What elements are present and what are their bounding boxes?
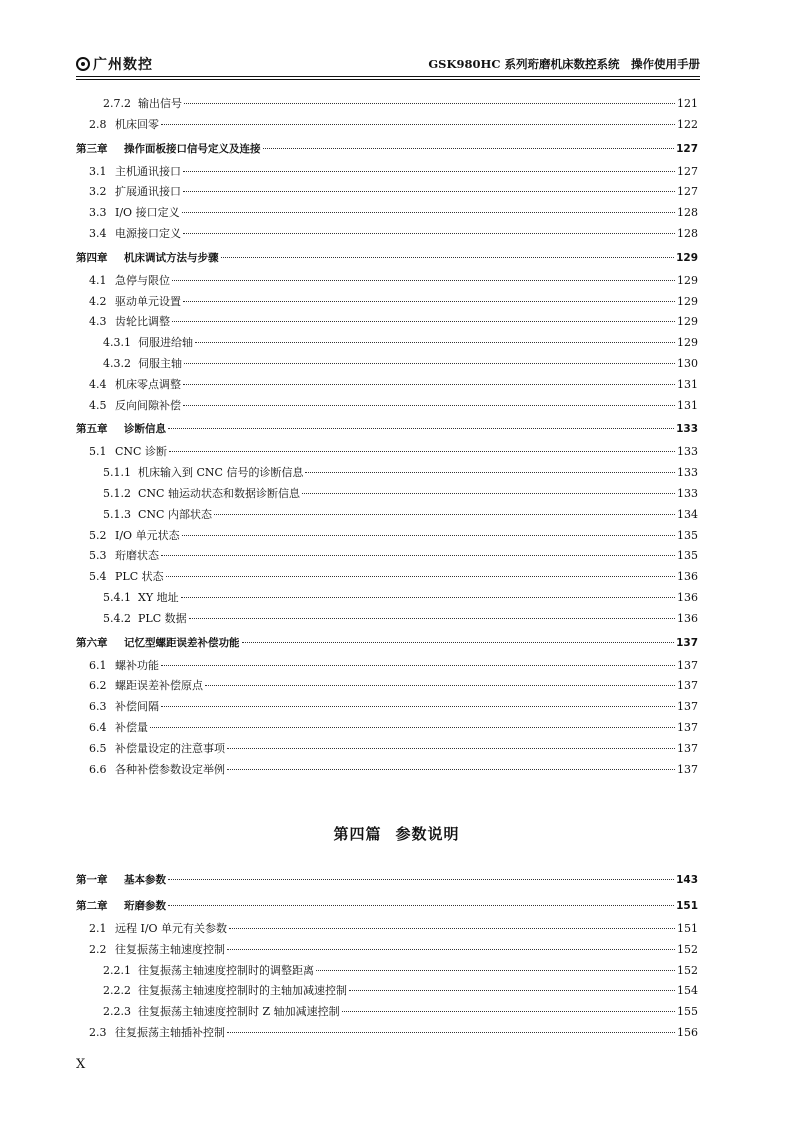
toc-entry-number: 4.1 <box>89 273 107 287</box>
table-of-contents-part4 <box>76 867 698 1044</box>
toc-dot-leader <box>214 514 675 515</box>
toc-entry-label: 反向间隙补偿 <box>115 398 181 412</box>
toc-entry-page: 131 <box>677 398 698 412</box>
toc-entry-label: I/O 单元状态 <box>115 528 180 542</box>
toc-entry-number: 4.4 <box>89 377 107 391</box>
toc-dot-leader <box>342 1011 675 1012</box>
toc-entry-number: 第一章 <box>76 874 108 886</box>
toc-chapter-entry[interactable] <box>76 245 698 271</box>
toc-entry-label: 记忆型螺距误差补偿功能 <box>124 636 240 649</box>
toc-dot-leader <box>183 384 675 385</box>
toc-section-entry[interactable] <box>76 162 698 183</box>
toc-entry-number: 2.2.1 <box>103 963 131 977</box>
toc-dot-leader <box>172 280 675 281</box>
toc-entry-number: 4.3 <box>89 315 107 329</box>
toc-entry-number: 2.2.2 <box>103 984 131 998</box>
toc-chapter-entry[interactable] <box>76 416 698 442</box>
toc-entry-label: 机床回零 <box>115 117 159 131</box>
table-of-contents <box>76 94 698 780</box>
toc-entry-label: 伺服主轴 <box>138 356 182 370</box>
toc-entry-number: 5.1 <box>89 445 107 459</box>
toc-entry-label: 输出信号 <box>138 97 182 110</box>
toc-entry-page: 136 <box>677 570 698 584</box>
header-divider-thin <box>76 79 700 80</box>
toc-entry-page: 154 <box>677 984 698 998</box>
toc-entry-number: 2.7.2 <box>103 97 131 110</box>
part-number: 第四篇 <box>333 825 382 843</box>
toc-dot-leader <box>263 148 675 149</box>
toc-entry-number: 6.5 <box>89 741 107 755</box>
toc-entry-number: 4.2 <box>89 294 107 308</box>
toc-entry-label: 扩展通讯接口 <box>115 185 181 199</box>
toc-entry-page: 137 <box>677 658 698 672</box>
toc-section-entry[interactable] <box>76 526 698 547</box>
toc-entry-number: 5.4.2 <box>103 611 131 625</box>
toc-section-entry[interactable] <box>76 333 698 354</box>
toc-entry-page: 127 <box>677 164 698 178</box>
toc-entry-page: 133 <box>677 445 698 459</box>
toc-entry-number: 6.4 <box>89 720 107 734</box>
toc-entry-page: 131 <box>677 377 698 391</box>
toc-entry-number: 5.2 <box>89 528 107 542</box>
toc-entry-number: 4.3.1 <box>103 336 131 350</box>
toc-section-entry[interactable] <box>76 94 698 115</box>
toc-chapter-entry[interactable] <box>76 136 698 162</box>
toc-dot-leader <box>305 472 675 473</box>
toc-section-entry[interactable] <box>76 271 698 292</box>
toc-entry-page: 152 <box>677 963 698 977</box>
toc-entry-label: 机床零点调整 <box>115 377 181 391</box>
manual-title: GSK980HC 系列珩磨机床数控系统 操作使用手册 <box>428 57 700 71</box>
toc-section-entry[interactable] <box>76 312 698 333</box>
toc-entry-label: 各种补偿参数设定举例 <box>115 762 225 776</box>
toc-section-entry[interactable] <box>76 292 698 313</box>
toc-entry-number: 5.1.3 <box>103 507 131 521</box>
toc-entry-label: XY 地址 <box>138 590 179 604</box>
toc-section-entry[interactable] <box>76 940 698 961</box>
toc-section-entry[interactable] <box>76 1023 698 1044</box>
toc-dot-leader <box>183 191 675 192</box>
gsk-logo-icon <box>76 57 90 71</box>
part-heading <box>0 823 793 844</box>
toc-entry-page: 129 <box>677 273 698 287</box>
toc-entry-label: 补偿间隔 <box>115 700 159 714</box>
toc-entry-label: 珩磨状态 <box>115 549 159 563</box>
toc-dot-leader <box>183 233 675 234</box>
toc-entry-label: 往复振荡主轴速度控制时的主轴加减速控制 <box>138 984 347 998</box>
toc-dot-leader <box>183 405 675 406</box>
toc-entry-number: 2.2.3 <box>103 1005 131 1019</box>
toc-section-entry[interactable] <box>76 505 698 526</box>
toc-entry-label: 往复振荡主轴速度控制时的调整距离 <box>138 963 314 977</box>
toc-entry-page: 137 <box>677 720 698 734</box>
part-title: 参数说明 <box>395 825 460 843</box>
toc-entry-number: 4.3.2 <box>103 356 131 370</box>
toc-entry-page: 137 <box>677 679 698 693</box>
toc-dot-leader <box>227 769 675 770</box>
toc-dot-leader <box>181 597 675 598</box>
toc-entry-number: 第四章 <box>76 251 108 264</box>
toc-dot-leader <box>183 171 675 172</box>
toc-entry-page: 128 <box>677 226 698 240</box>
toc-entry-number: 第五章 <box>76 423 108 436</box>
toc-entry-page: 129 <box>677 315 698 329</box>
toc-entry-number: 6.6 <box>89 762 107 776</box>
toc-entry-page: 137 <box>677 762 698 776</box>
toc-entry-number: 6.1 <box>89 658 107 672</box>
toc-entry-number: 3.1 <box>89 164 107 178</box>
toc-section-entry[interactable] <box>76 981 698 1002</box>
toc-dot-leader <box>316 970 675 971</box>
toc-entry-label: 操作面板接口信号定义及连接 <box>124 142 261 155</box>
toc-entry-page: 155 <box>677 1005 698 1019</box>
toc-section-entry[interactable] <box>76 354 698 375</box>
toc-dot-leader <box>172 321 675 322</box>
toc-entry-label: 往复振荡主轴插补控制 <box>115 1025 225 1039</box>
toc-entry-number: 5.1.2 <box>103 486 131 500</box>
toc-section-entry[interactable] <box>76 919 698 940</box>
toc-entry-label: 基本参数 <box>124 874 166 886</box>
toc-dot-leader <box>161 124 675 125</box>
toc-entry-number: 5.4 <box>89 570 107 584</box>
toc-entry-label: CNC 内部状态 <box>138 507 212 521</box>
logo-text: 广州数控 <box>93 57 153 73</box>
toc-entry-page: 129 <box>676 251 698 264</box>
toc-entry-page: 136 <box>677 590 698 604</box>
toc-dot-leader <box>168 905 674 906</box>
toc-entry-number: 5.1.1 <box>103 466 131 480</box>
toc-entry-label: PLC 状态 <box>115 570 164 584</box>
toc-entry-label: 主机通讯接口 <box>115 164 181 178</box>
toc-entry-number: 4.5 <box>89 398 107 412</box>
toc-dot-leader <box>184 363 675 364</box>
toc-dot-leader <box>161 665 675 666</box>
toc-dot-leader <box>189 618 675 619</box>
toc-dot-leader <box>195 342 675 343</box>
toc-dot-leader <box>161 555 675 556</box>
toc-entry-label: 补偿量 <box>115 720 148 734</box>
toc-entry-number: 6.3 <box>89 700 107 714</box>
toc-entry-number: 第六章 <box>76 636 108 649</box>
toc-section-entry[interactable] <box>76 546 698 567</box>
toc-entry-label: CNC 诊断 <box>115 445 167 459</box>
toc-entry-page: 137 <box>677 700 698 714</box>
toc-entry-page: 128 <box>677 206 698 220</box>
toc-entry-label: 远程 I/O 单元有关参数 <box>115 922 228 935</box>
toc-entry-number: 3.3 <box>89 206 107 220</box>
toc-entry-label: 机床调试方法与步骤 <box>124 251 219 264</box>
toc-entry-page: 129 <box>677 294 698 308</box>
toc-dot-leader <box>205 685 675 686</box>
toc-section-entry[interactable] <box>76 484 698 505</box>
toc-section-entry[interactable] <box>76 1002 698 1023</box>
toc-entry-number: 第二章 <box>76 900 108 912</box>
toc-dot-leader <box>184 103 675 104</box>
toc-dot-leader <box>229 928 675 929</box>
toc-entry-number: 2.8 <box>89 117 107 131</box>
toc-entry-label: 珩磨参数 <box>124 900 166 912</box>
toc-section-entry[interactable] <box>76 609 698 630</box>
toc-entry-number: 5.4.1 <box>103 590 131 604</box>
toc-section-entry[interactable] <box>76 697 698 718</box>
toc-chapter-entry[interactable] <box>76 630 698 656</box>
toc-entry-page: 151 <box>676 900 698 912</box>
toc-dot-leader <box>169 451 675 452</box>
toc-entry-number: 5.3 <box>89 549 107 563</box>
toc-entry-page: 133 <box>676 423 698 436</box>
toc-chapter-entry[interactable] <box>76 893 698 919</box>
company-logo <box>76 54 153 74</box>
toc-entry-label: PLC 数据 <box>138 611 187 625</box>
toc-entry-page: 121 <box>677 97 698 110</box>
toc-section-entry[interactable] <box>76 442 698 463</box>
toc-entry-label: 诊断信息 <box>124 423 166 436</box>
toc-section-entry[interactable] <box>76 115 698 136</box>
toc-section-entry[interactable] <box>76 396 698 417</box>
toc-section-entry[interactable] <box>76 588 698 609</box>
toc-entry-page: 129 <box>677 336 698 350</box>
toc-dot-leader <box>221 257 675 258</box>
toc-dot-leader <box>302 493 675 494</box>
toc-entry-number: 6.2 <box>89 679 107 693</box>
toc-dot-leader <box>182 212 675 213</box>
toc-entry-page: 127 <box>676 142 698 155</box>
toc-section-entry[interactable] <box>76 203 698 224</box>
toc-entry-label: 螺距误差补偿原点 <box>115 679 203 693</box>
toc-section-entry[interactable] <box>76 961 698 982</box>
toc-entry-page: 133 <box>677 486 698 500</box>
toc-section-entry[interactable] <box>76 739 698 760</box>
toc-entry-label: 急停与限位 <box>115 273 170 287</box>
toc-entry-label: 机床输入到 CNC 信号的诊断信息 <box>138 466 304 480</box>
toc-entry-label: 齿轮比调整 <box>115 315 170 329</box>
toc-entry-label: 伺服进给轴 <box>138 336 193 350</box>
toc-entry-number: 3.2 <box>89 185 107 199</box>
toc-entry-page: 127 <box>677 185 698 199</box>
toc-entry-page: 137 <box>677 741 698 755</box>
toc-entry-page: 135 <box>677 549 698 563</box>
toc-dot-leader <box>227 949 675 950</box>
toc-dot-leader <box>227 1032 675 1033</box>
toc-entry-label: CNC 轴运动状态和数据诊断信息 <box>138 486 300 500</box>
toc-dot-leader <box>227 748 675 749</box>
toc-section-entry[interactable] <box>76 656 698 677</box>
toc-dot-leader <box>242 642 675 643</box>
toc-entry-number: 3.4 <box>89 226 107 240</box>
toc-dot-leader <box>150 727 675 728</box>
toc-entry-number: 2.1 <box>89 922 107 935</box>
toc-section-entry[interactable] <box>76 718 698 739</box>
toc-entry-label: 往复振荡主轴速度控制时 Z 轴加减速控制 <box>138 1005 340 1019</box>
toc-entry-number: 第三章 <box>76 142 108 155</box>
toc-entry-number: 2.3 <box>89 1025 107 1039</box>
toc-section-entry[interactable] <box>76 676 698 697</box>
toc-entry-page: 130 <box>677 356 698 370</box>
toc-entry-page: 134 <box>677 507 698 521</box>
toc-section-entry[interactable] <box>76 375 698 396</box>
toc-dot-leader <box>161 706 675 707</box>
toc-entry-label: 往复振荡主轴速度控制 <box>115 942 225 956</box>
toc-section-entry[interactable] <box>76 463 698 484</box>
toc-section-entry[interactable] <box>76 760 698 781</box>
toc-entry-label: 补偿量设定的注意事项 <box>115 741 225 755</box>
toc-entry-label: 电源接口定义 <box>115 226 181 240</box>
toc-dot-leader <box>168 428 674 429</box>
toc-chapter-entry[interactable] <box>76 867 698 893</box>
toc-dot-leader <box>349 990 675 991</box>
toc-entry-page: 151 <box>677 922 698 935</box>
page-header <box>76 52 700 74</box>
toc-entry-page: 143 <box>676 874 698 886</box>
toc-entry-label: I/O 接口定义 <box>115 206 180 220</box>
toc-dot-leader <box>183 301 675 302</box>
toc-dot-leader <box>182 535 675 536</box>
toc-entry-page: 137 <box>676 636 698 649</box>
toc-entry-page: 135 <box>677 528 698 542</box>
toc-entry-page: 133 <box>677 466 698 480</box>
toc-dot-leader <box>166 576 675 577</box>
toc-entry-page: 156 <box>677 1025 698 1039</box>
toc-entry-page: 122 <box>677 117 698 131</box>
toc-section-entry[interactable] <box>76 182 698 203</box>
toc-entry-page: 152 <box>677 942 698 956</box>
header-divider <box>76 76 700 77</box>
toc-entry-number: 2.2 <box>89 942 107 956</box>
page-number: X <box>76 1057 86 1072</box>
toc-section-entry[interactable] <box>76 567 698 588</box>
toc-dot-leader <box>168 879 674 880</box>
toc-entry-page: 136 <box>677 611 698 625</box>
toc-section-entry[interactable] <box>76 224 698 245</box>
toc-entry-label: 螺补功能 <box>115 658 159 672</box>
toc-entry-label: 驱动单元设置 <box>115 294 181 308</box>
